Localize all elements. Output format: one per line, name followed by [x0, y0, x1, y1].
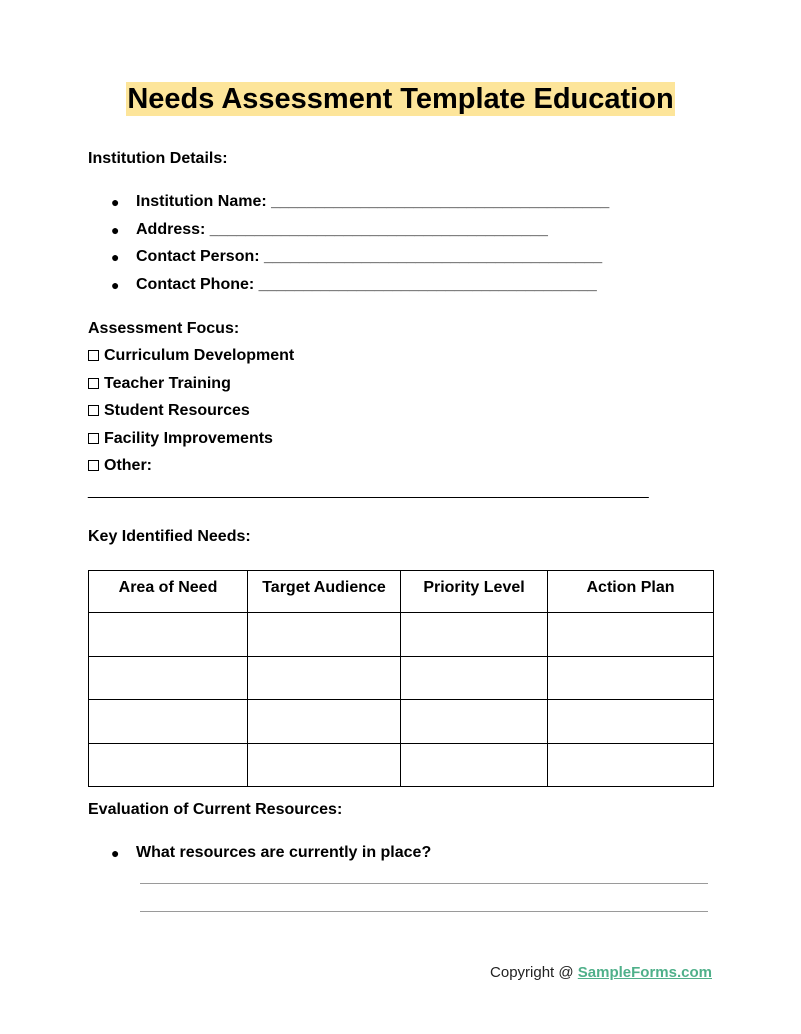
column-header: Target Audience — [248, 571, 401, 613]
table-cell[interactable] — [248, 700, 401, 744]
answer-line[interactable] — [140, 883, 708, 884]
table-header-row — [89, 571, 714, 613]
table-cell[interactable] — [401, 656, 548, 700]
focus-heading: Assessment Focus: — [88, 320, 240, 337]
question-label: What resources are currently in place? — [136, 844, 432, 861]
column-header: Area of Need — [89, 571, 248, 613]
table-cell[interactable] — [548, 743, 714, 787]
table-cell[interactable] — [401, 700, 548, 744]
needs-heading: Key Identified Needs: — [88, 528, 251, 545]
brand-link[interactable]: SampleForms.com — [577, 964, 712, 981]
table-cell[interactable] — [548, 613, 714, 657]
table-cell[interactable] — [89, 613, 248, 657]
focus-option-curriculum[interactable] — [88, 346, 294, 374]
table-cell[interactable] — [248, 743, 401, 787]
column-header: Action Plan — [548, 571, 714, 613]
option-label: Student Resources — [104, 402, 250, 419]
institution-heading: Institution Details: — [88, 150, 228, 167]
focus-options-list — [88, 346, 294, 484]
table-cell[interactable] — [548, 700, 714, 744]
bullet-icon: ● — [111, 249, 120, 266]
table-cell[interactable] — [401, 743, 548, 787]
focus-option-facility[interactable] — [88, 429, 294, 457]
address-field[interactable]: Address: ______________________________________ — [136, 220, 548, 238]
evaluation-heading: Evaluation of Current Resources: — [88, 801, 343, 818]
contact-phone-field[interactable]: Contact Phone: ______________________________________ — [136, 275, 597, 293]
focus-option-other[interactable] — [88, 456, 294, 484]
option-label: Curriculum Development — [104, 347, 295, 364]
bullet-icon: ● — [111, 845, 120, 861]
table-cell[interactable] — [548, 656, 714, 700]
answer-line[interactable] — [140, 911, 708, 912]
table-cell[interactable] — [248, 656, 401, 700]
option-label: Facility Improvements — [104, 429, 273, 447]
contact-person-field[interactable]: Contact Person: ______________________________________ — [136, 248, 603, 266]
institution-name-field[interactable]: Institution Name: ______________________________________ — [136, 193, 610, 210]
table-cell[interactable] — [401, 613, 548, 657]
bullet-icon: ● — [111, 194, 120, 210]
focus-option-teacher-training[interactable] — [88, 374, 294, 402]
table-row — [89, 613, 714, 657]
bullet-icon: ● — [111, 221, 120, 238]
checkbox-icon[interactable] — [88, 378, 99, 389]
table-cell[interactable] — [89, 743, 248, 787]
table-row — [89, 656, 714, 700]
needs-table — [88, 570, 714, 787]
table-cell[interactable] — [89, 700, 248, 744]
column-header: Priority Level — [401, 571, 548, 613]
table-row — [89, 700, 714, 744]
option-label: Other: — [104, 457, 152, 474]
copyright-footer — [490, 963, 712, 983]
table-row — [89, 743, 714, 787]
checkbox-icon[interactable] — [88, 405, 99, 416]
checkbox-icon[interactable] — [88, 433, 99, 444]
option-label: Teacher Training — [104, 374, 231, 392]
title-container — [0, 82, 801, 116]
focus-option-student-resources[interactable] — [88, 401, 294, 429]
table-cell[interactable] — [248, 613, 401, 657]
checkbox-icon[interactable] — [88, 350, 99, 361]
other-answer-line[interactable]: _______________________________________________________________ — [88, 482, 649, 499]
copyright-text: Copyright @ — [490, 964, 578, 981]
page-title: Needs Assessment Template Education — [127, 83, 674, 115]
bullet-icon: ● — [111, 276, 120, 293]
checkbox-icon[interactable] — [88, 460, 99, 471]
table-cell[interactable] — [89, 656, 248, 700]
